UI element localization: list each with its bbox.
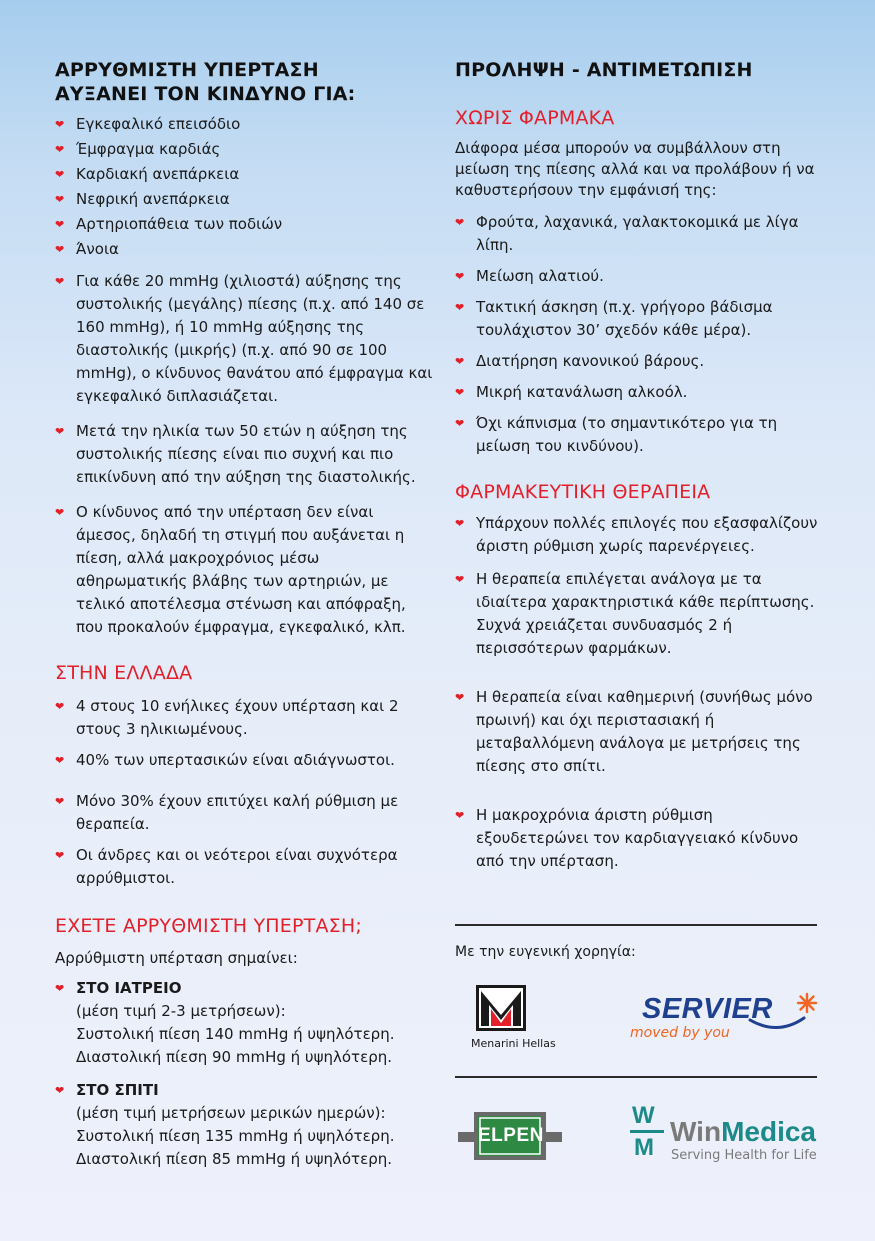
heart-bullet-icon: ❤ xyxy=(55,143,65,156)
office-label: ΣΤΟ ΙΑΤΡΕΙΟ xyxy=(76,979,182,997)
list-item xyxy=(55,790,435,836)
heart-bullet-icon: ❤ xyxy=(55,849,65,862)
heart-bullet-icon: ❤ xyxy=(55,118,65,131)
drug-therapy-title: ΦΑΡΜΑΚΕΥΤΙΚΗ ΘΕΡΑΠΕΙΑ xyxy=(455,481,711,503)
winmedica-logo xyxy=(630,1102,820,1164)
elpen-wordmark: ELPEN xyxy=(478,1125,544,1146)
heart-bullet-icon: ❤ xyxy=(55,168,65,181)
heart-bullet-icon: ❤ xyxy=(455,216,465,229)
list-item xyxy=(455,512,825,558)
risk-title xyxy=(55,58,435,106)
list-item xyxy=(55,695,435,741)
sponsor-label: Με την ευγενική χορηγία: xyxy=(455,944,636,960)
list-item-text: Μόνο 30% έχουν επιτύχει καλή ρύθμιση με θεραπεία. xyxy=(76,792,399,833)
list-item-text: Η θεραπεία είναι καθημερινή (συνήθως μόνο πρωινή) και όχι περιστασιακή ή μεταβαλλόμενη ανάλογα με μετρήσεις της πίεσης στο σπίτι. xyxy=(476,688,813,775)
list-item xyxy=(55,187,435,212)
heart-bullet-icon: ❤ xyxy=(55,218,65,231)
list-item-text: 40% των υπερτασικών είναι αδιάγνωστοι. xyxy=(76,751,395,769)
office-line: Διαστολική πίεση 90 mmHg ή υψηλότερη. xyxy=(76,1048,392,1066)
heart-bullet-icon: ❤ xyxy=(455,270,465,283)
winmedica-medica: Medica xyxy=(721,1116,817,1147)
list-item-text: Διατήρηση κανονικού βάρους. xyxy=(476,352,705,370)
list-item-home xyxy=(55,1079,435,1171)
facts-list xyxy=(55,270,435,639)
list-item-text: Οι άνδρες και οι νεότεροι είναι συχνότερα αρρύθμιστοι. xyxy=(76,846,398,887)
menarini-mark-icon xyxy=(476,985,526,1031)
home-line: Συστολική πίεση 135 mmHg ή υψηλότερη. xyxy=(76,1127,395,1145)
threshold-list xyxy=(55,977,435,1171)
elpen-logo xyxy=(458,1108,562,1164)
list-item-text: Άνοια xyxy=(76,240,119,258)
heart-bullet-icon: ❤ xyxy=(55,425,65,438)
servier-wordmark: SERVIER xyxy=(642,993,773,1025)
list-item xyxy=(55,112,435,137)
greece-list xyxy=(55,695,435,890)
heart-bullet-icon: ❤ xyxy=(455,417,465,430)
winmedica-win: Win xyxy=(670,1116,722,1147)
servier-logo xyxy=(630,992,820,1044)
list-item-office xyxy=(55,977,435,1069)
winmedica-mark-icon xyxy=(630,1102,664,1164)
heart-bullet-icon: ❤ xyxy=(455,301,465,314)
list-item xyxy=(455,381,825,404)
list-item-text: Εγκεφαλικό επεισόδιο xyxy=(76,115,241,133)
winmedica-mark-bar xyxy=(630,1130,664,1133)
heart-bullet-icon: ❤ xyxy=(55,795,65,808)
list-item-text: Για κάθε 20 mmHg (χιλιοστά) αύξησης της συστολικής (μεγάλης) πίεσης (π.χ. από 140 σε 160 mmHg), ή 10 mmHg αύξησης της διαστολικής (μικρής) (π.χ. από 90 σε 100 mmHg), ο κίνδυνος θανάτου από έμφραγμα και εγκεφαλικό διπλασιάζεται. xyxy=(76,272,433,405)
prevention-title: ΠΡΟΛΗΨΗ - ΑΝΤΙΜΕΤΩΠΙΣΗ xyxy=(455,59,753,81)
list-item xyxy=(55,749,435,772)
heart-bullet-icon: ❤ xyxy=(55,275,65,288)
list-item xyxy=(455,296,825,342)
servier-swoosh-icon xyxy=(748,1016,808,1032)
no-drugs-intro: Διάφορα μέσα μπορούν να συμβάλλουν στη μείωση της πίεσης αλλά και να προλάβουν ή να καθυστερήσουν την εμφάνισή της: xyxy=(455,139,815,199)
drug-therapy-list xyxy=(455,512,825,873)
list-item xyxy=(455,211,825,257)
list-item-text: Νεφρική ανεπάρκεια xyxy=(76,190,230,208)
heart-bullet-icon: ❤ xyxy=(55,754,65,767)
list-item-text: Ο κίνδυνος από την υπέρταση δεν είναι άμεσος, δηλαδή τη στιγμή που αυξάνεται η πίεση, αλλά μακροχρόνιος μέσω αθηρωματικής βλάβης των αρτηριών, με τελικό αποτέλεσμα στένωση και απόφραξη, που προκαλούν έμφραγμα, εγκεφαλικό, κλπ. xyxy=(76,503,406,636)
list-item xyxy=(55,162,435,187)
heart-bullet-icon: ❤ xyxy=(55,193,65,206)
left-column xyxy=(55,58,435,1171)
list-item-text: Η θεραπεία επιλέγεται ανάλογα με τα ιδιαίτερα χαρακτηριστικά κάθε περίπτωσης. Συχνά χρειάζεται συνδυασμός 2 ή περισσότερων φαρμάκων. xyxy=(476,570,815,657)
list-item xyxy=(55,137,435,162)
list-item-text: 4 στους 10 ενήλικες έχουν υπέρταση και 2 στους 3 ηλικιωμένους. xyxy=(76,697,399,738)
list-item-text: Η μακροχρόνια άριστη ρύθμιση εξουδετερώνει τον καρδιαγγειακό κίνδυνο από την υπέρταση. xyxy=(476,806,799,870)
office-line: Συστολική πίεση 140 mmHg ή υψηλότερη. xyxy=(76,1025,395,1043)
heart-bullet-icon: ❤ xyxy=(455,355,465,368)
heart-bullet-icon: ❤ xyxy=(55,243,65,256)
home-label: ΣΤΟ ΣΠΙΤΙ xyxy=(76,1081,159,1099)
winmedica-mark-m: M xyxy=(634,1134,654,1161)
list-item xyxy=(455,265,825,288)
winmedica-tagline: Serving Health for Life xyxy=(671,1148,817,1163)
menarini-name: Menarini Hellas xyxy=(471,1037,556,1050)
winmedica-wordmark xyxy=(670,1116,816,1148)
heart-bullet-icon: ❤ xyxy=(455,517,465,530)
risk-list xyxy=(55,112,435,262)
list-item xyxy=(55,420,435,489)
heart-bullet-icon: ❤ xyxy=(455,573,465,586)
list-item-text: Όχι κάπνισμα (το σημαντικότερο για τη μείωση του κινδύνου). xyxy=(476,414,778,455)
heart-bullet-icon: ❤ xyxy=(455,809,465,822)
office-line: (μέση τιμή 2-3 μετρήσεων): xyxy=(76,1002,286,1020)
list-item-text: Μείωση αλατιού. xyxy=(476,267,604,285)
list-item xyxy=(455,568,825,660)
risk-title-line1: ΑΡΡΥΘΜΙΣΤΗ ΥΠΕΡΤΑΣΗ xyxy=(55,59,319,81)
servier-star-icon xyxy=(796,992,818,1014)
list-item-text: Μετά την ηλικία των 50 ετών η αύξηση της συστολικής πίεσης είναι πιο συχνή και πιο επικίνδυνη από την αύξηση της διαστολικής. xyxy=(76,422,416,486)
no-drugs-list xyxy=(455,211,825,458)
heart-bullet-icon: ❤ xyxy=(55,506,65,519)
list-item-text: Καρδιακή ανεπάρκεια xyxy=(76,165,240,183)
heart-bullet-icon: ❤ xyxy=(55,700,65,713)
list-item xyxy=(55,237,435,262)
list-item-text: Έμφραγμα καρδιάς xyxy=(76,140,221,158)
list-item xyxy=(55,212,435,237)
divider xyxy=(455,1076,817,1078)
home-line: Διαστολική πίεση 85 mmHg ή υψηλότερη. xyxy=(76,1150,392,1168)
list-item xyxy=(55,501,435,639)
heart-bullet-icon: ❤ xyxy=(55,1084,65,1097)
list-item xyxy=(455,350,825,373)
winmedica-mark-w: W xyxy=(632,1102,655,1129)
question-intro: Αρρύθμιστη υπέρταση σημαίνει: xyxy=(55,949,298,967)
right-column xyxy=(455,58,825,873)
menarini-logo xyxy=(472,985,562,1055)
list-item-text: Φρούτα, λαχανικά, γαλακτοκομικά με λίγα λίπη. xyxy=(476,213,799,254)
servier-tagline: moved by you xyxy=(630,1025,730,1041)
heart-bullet-icon: ❤ xyxy=(55,982,65,995)
divider xyxy=(455,924,817,926)
list-item xyxy=(55,844,435,890)
list-item xyxy=(455,412,825,458)
heart-bullet-icon: ❤ xyxy=(455,691,465,704)
list-item xyxy=(55,270,435,408)
list-item-text: Μικρή κατανάλωση αλκοόλ. xyxy=(476,383,688,401)
no-drugs-title: ΧΩΡΙΣ ΦΑΡΜΑΚΑ xyxy=(455,107,615,129)
heart-bullet-icon: ❤ xyxy=(455,386,465,399)
list-item xyxy=(455,686,825,778)
greece-title: ΣΤΗΝ ΕΛΛΑΔΑ xyxy=(55,662,193,684)
list-item-text: Τακτική άσκηση (π.χ. γρήγορο βάδισμα τουλάχιστον 30’ σχεδόν κάθε μέρα). xyxy=(476,298,773,339)
question-title: ΕΧΕΤΕ ΑΡΡΥΘΜΙΣΤΗ ΥΠΕΡΤΑΣΗ; xyxy=(55,915,362,937)
list-item-text: Υπάρχουν πολλές επιλογές που εξασφαλίζουν άριστη ρύθμιση χωρίς παρενέργειες. xyxy=(476,514,818,555)
list-item-text: Αρτηριοπάθεια των ποδιών xyxy=(76,215,283,233)
risk-title-line2: ΑΥΞΑΝΕΙ ΤΟΝ ΚΙΝΔΥΝΟ ΓΙΑ: xyxy=(55,83,356,105)
home-line: (μέση τιμή μετρήσεων μερικών ημερών): xyxy=(76,1104,386,1122)
list-item xyxy=(455,804,825,873)
